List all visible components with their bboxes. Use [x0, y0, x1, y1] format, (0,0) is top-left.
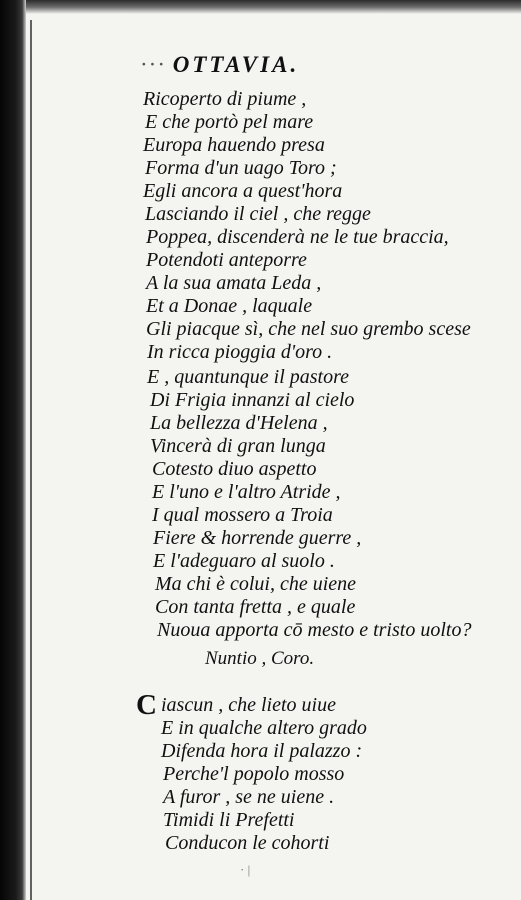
speech-line: Conducon le cohorti [165, 832, 330, 854]
speech-line: E in qualche altero grado [161, 717, 367, 739]
verse-line: Fiere & horrende guerre , [153, 527, 362, 549]
verse-line: Cotesto diuo aspetto [152, 458, 317, 480]
verse-line: Ma chi è colui, che uiene [155, 573, 357, 595]
verse-line: I qual mossero a Troia [152, 504, 333, 526]
verse-line: E che portò pel mare [145, 111, 314, 133]
verse-line: Forma d'un uago Toro ; [145, 157, 337, 179]
speech-line: A furor , se ne uiene . [163, 786, 335, 808]
verse-line: E l'adeguaro al suolo . [153, 550, 335, 572]
verse-line: In ricca pioggia d'oro . [147, 341, 333, 363]
speech-line: Perche'l popolo mosso [163, 763, 345, 785]
speech-line: iascun , che lieto uiue [161, 694, 336, 716]
bottom-mark: · | [240, 862, 251, 877]
speech-line: Difenda hora il palazzo : [161, 740, 363, 762]
verse-line: A la sua amata Leda , [146, 272, 322, 294]
verse-line: Potendoti anteporre [146, 249, 307, 271]
speech-line: Timidi li Prefetti [163, 809, 295, 831]
verse-line: Con tanta fretta , e quale [155, 596, 356, 618]
drop-cap: C [136, 689, 157, 721]
verse-line: E , quantunque il pastore [147, 366, 350, 388]
running-header [140, 52, 440, 82]
verse-line: E l'uno e l'altro Atride , [152, 481, 341, 503]
verse-line: La bellezza d'Helena , [150, 412, 328, 434]
header-title: OTTAVIA. [172, 52, 300, 77]
verse-line: Gli piacque sì, che nel suo grembo scese [146, 318, 471, 340]
verse-line: Vincerà di gran lunga [150, 435, 326, 457]
section-title: Nuntio , Coro. [205, 648, 315, 669]
verse-line: Et a Donae , laquale [146, 295, 313, 317]
verse-line: Ricoperto di piume , [143, 88, 307, 110]
verse-line: Poppea, discenderà ne le tue braccia, [146, 226, 449, 248]
verse-line: Di Frigia innanzi al cielo [150, 389, 355, 411]
verse-line: Egli ancora a quest'hora [143, 180, 343, 202]
verse-line: Lasciando il ciel , che regge [145, 203, 371, 225]
header-ornament: ··· [140, 52, 173, 77]
verse-line: Europa hauendo presa [143, 134, 325, 156]
verse-line: Nuoua apporta cō mesto e tristo uolto? [157, 619, 472, 641]
